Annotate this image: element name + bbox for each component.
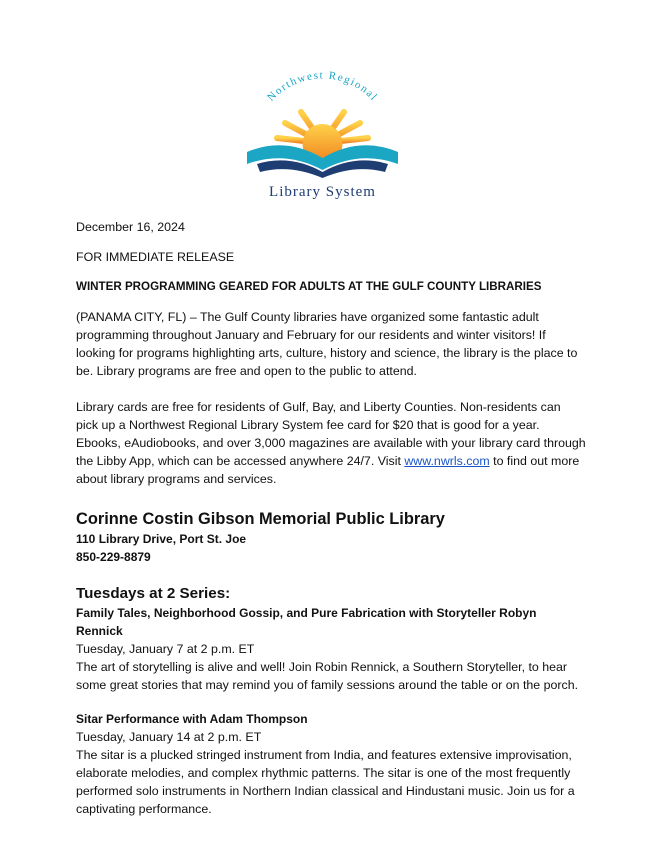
event-time: Tuesday, January 7 at 2 p.m. ET xyxy=(76,642,255,656)
cards-text-before: Library cards are free for residents of Gulf, Bay, and Liberty Counties. Non-residents can pick up a Northwest Regional Library System fee card for $20 that is good for a year. Ebooks, eAudiobooks, and over 3,000 magazines are available with your library card through the Libby App, which can be accessed anywhere 24/7. Visit xyxy=(76,400,586,468)
library-phone: 850-229-8879 xyxy=(76,550,151,564)
intro-paragraph: (PANAMA CITY, FL) – The Gulf County libraries have organized some fantastic adult programming throughout January and February for our residents and winter visitors! If looking for programs highlighting arts, culture, history and science, the library is the place to be. Library programs are free and open to the public to attend. xyxy=(76,310,578,378)
library-address: 110 Library Drive, Port St. Joe xyxy=(76,532,247,546)
library-system-logo xyxy=(235,68,410,203)
release-date: December 16, 2024 xyxy=(76,220,185,234)
website-link[interactable]: www.nwrls.com xyxy=(404,454,490,468)
event-title: Family Tales, Neighborhood Gossip, and Pure Fabrication with Storyteller Robyn Rennick xyxy=(76,606,537,638)
cards-text-after: to find out more about library programs and services. xyxy=(76,454,580,486)
series-title: Tuesdays at 2 Series: xyxy=(76,585,231,602)
event-item xyxy=(76,604,586,694)
library-cards-paragraph xyxy=(76,398,586,488)
library-name: Corinne Costin Gibson Memorial Public Library xyxy=(76,510,445,528)
release-label: FOR IMMEDIATE RELEASE xyxy=(76,250,235,264)
event-description: The sitar is a plucked stringed instrument from India, and features extensive improvisation, elaborate melodies, and complex rhythmic patterns. The sitar is one of the most frequently performed solo instruments in Northern Indian classical and Hindustani music. Join us for a captivating performance. xyxy=(76,748,575,816)
press-release xyxy=(76,218,586,834)
event-item xyxy=(76,710,586,818)
logo-bottom-text: Library System xyxy=(269,184,376,200)
headline: WINTER PROGRAMMING GEARED FOR ADULTS AT THE GULF COUNTY LIBRARIES xyxy=(76,280,542,293)
logo-arc-text: Northwest Regional xyxy=(265,69,381,104)
event-title: Sitar Performance with Adam Thompson xyxy=(76,712,308,726)
event-time: Tuesday, January 14 at 2 p.m. ET xyxy=(76,730,262,744)
event-description: The art of storytelling is alive and well! Join Robin Rennick, a Southern Storyteller, to hear some great stories that may remind you of family sessions around the table or on the porch. xyxy=(76,660,579,692)
